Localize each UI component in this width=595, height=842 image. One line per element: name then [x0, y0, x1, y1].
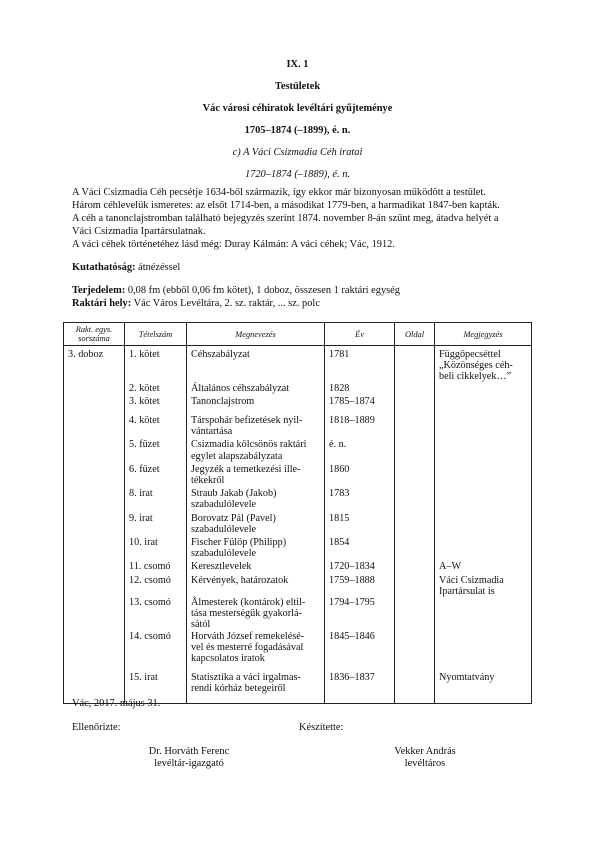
cell-title-line: Ålmesterek (kontárok) eltil-	[191, 597, 306, 609]
location-value: Vác Város Levéltára, 2. sz. raktár, ... sz. polc	[131, 298, 320, 309]
cell-title-line: szabadulólevele	[191, 548, 257, 560]
cell-item: 6. füzet	[125, 464, 187, 488]
col-header-page: Oldal	[395, 323, 435, 346]
cell-note	[435, 513, 532, 537]
cell-title-line: egylet alapszabályzata	[191, 450, 283, 462]
cell-note-line: Függőpecséttel	[439, 349, 501, 360]
cell-note	[435, 597, 532, 631]
collection-dates: 1705–1874 (–1899), é. n.	[244, 125, 351, 136]
preparer-name: Vekker András	[394, 746, 456, 757]
cell-title-line: Társpohár befizetések nyil-	[191, 415, 303, 427]
cell-title	[187, 537, 325, 561]
cell-title-line: vántartása	[191, 426, 233, 438]
cell-unit	[64, 396, 125, 415]
cell-item: 1. kötet	[125, 346, 187, 383]
cell-unit	[64, 631, 125, 673]
access-label: Kutathatóság:	[72, 262, 136, 273]
cell-title-line: Tanonclajstrom	[191, 395, 255, 407]
cell-note-line: Váci Csizmadia	[439, 574, 504, 586]
description-line: Váci Csizmadia Ipartársulatnak.	[72, 226, 206, 237]
table-header-row	[64, 323, 532, 346]
cell-note	[435, 672, 532, 703]
cell-title-line: szabadulólevele	[191, 499, 257, 511]
inventory-table	[63, 322, 532, 704]
cell-unit	[64, 383, 125, 396]
cell-year: 1828	[325, 383, 395, 396]
cell-year: 1783	[325, 488, 395, 512]
cell-note-line: „Közönséges céh-	[439, 360, 513, 372]
col-header-note: Megjegyzés	[435, 323, 532, 346]
cell-note-line: Ipartársulat is	[439, 585, 495, 597]
cell-page	[395, 346, 435, 383]
subfonds-title: c) A Váci Csizmadia Céh iratai	[232, 147, 363, 158]
cell-note	[435, 346, 532, 383]
cell-item: 15. irat	[125, 672, 187, 703]
cell-item: 8. irat	[125, 488, 187, 512]
cell-title-line: Céhszabályzat	[191, 349, 250, 360]
cell-title	[187, 513, 325, 537]
cell-title	[187, 464, 325, 488]
checker-name: Dr. Horváth Ferenc	[148, 746, 230, 757]
cell-title	[187, 575, 325, 597]
cell-title-line: Csizmadia kölcsönös raktári	[191, 439, 307, 451]
location-label: Raktári hely:	[72, 298, 132, 309]
cell-title-line: Jegyzék a temetkezési ille-	[191, 463, 301, 475]
cell-title-line: kapcsolatos iratok	[191, 653, 265, 665]
table-row	[64, 383, 532, 396]
cell-title-line: sától	[191, 619, 211, 631]
cell-title-line: Horváth József remekelésé-	[191, 630, 305, 642]
signing-date: Vác, 2017. május 31.	[72, 698, 161, 709]
cell-title-line: Borovatz Pál (Pavel)	[191, 512, 276, 524]
cell-note	[435, 561, 532, 574]
cell-title	[187, 415, 325, 439]
cell-item: 14. csomó	[125, 631, 187, 673]
cell-note	[435, 396, 532, 415]
category-title: Testületek	[274, 81, 321, 92]
cell-title-line: Általános céhszabályzat	[191, 382, 290, 394]
cell-note	[435, 383, 532, 396]
cell-unit: 3. doboz	[64, 346, 125, 383]
cell-item: 12. csomó	[125, 575, 187, 597]
cell-page	[395, 575, 435, 597]
access-value: átnézéssel	[135, 262, 181, 273]
cell-year: 1720–1834	[325, 561, 395, 574]
cell-title	[187, 631, 325, 673]
cell-page	[395, 561, 435, 574]
checked-by-label: Ellenőrizte:	[72, 722, 121, 733]
cell-note	[435, 575, 532, 597]
col-header-title: Megnevezés	[187, 323, 325, 346]
cell-year: 1759–1888	[325, 575, 395, 597]
cell-title-line: Keresztlevelek	[191, 561, 252, 573]
cell-note	[435, 631, 532, 673]
cell-note-line: Nyomtatvány	[439, 672, 495, 684]
cell-title-line: tása mesterségük gyakorlá-	[191, 608, 302, 620]
description-line: A Váci Csizmadia Céh pecsétje 1634-ből származik, így ekkor már bizonyosan működött a testület.	[72, 187, 486, 198]
cell-title-line: Straub Jakab (Jakob)	[191, 488, 277, 500]
cell-title-line: szabadulólevele	[191, 523, 257, 535]
cell-item: 11. csomó	[125, 561, 187, 574]
cell-year: 1836–1837	[325, 672, 395, 703]
access-line	[72, 262, 532, 274]
cell-year: 1781	[325, 346, 395, 383]
col-header-unit: Rakt. egys. sorszáma	[64, 323, 125, 346]
col-header-year: Év	[325, 323, 395, 346]
cell-page	[395, 537, 435, 561]
table-row	[64, 346, 532, 383]
prepared-by-label: Készítette:	[299, 722, 344, 733]
cell-title	[187, 597, 325, 631]
cell-item: 3. kötet	[125, 396, 187, 415]
cell-note	[435, 537, 532, 561]
cell-title	[187, 346, 325, 383]
cell-unit	[64, 537, 125, 561]
cell-year: 1785–1874	[325, 396, 395, 415]
cell-page	[395, 672, 435, 703]
subfonds-dates: 1720–1874 (–1889), é. n.	[244, 169, 351, 180]
cell-title-line: rendi kórház betegeiről	[191, 683, 286, 695]
cell-item: 2. kötet	[125, 383, 187, 396]
table-row	[64, 537, 532, 561]
cell-year: 1815	[325, 513, 395, 537]
cell-page	[395, 464, 435, 488]
cell-item: 13. csomó	[125, 597, 187, 631]
cell-unit	[64, 561, 125, 574]
cell-unit	[64, 415, 125, 439]
cell-page	[395, 597, 435, 631]
extent-value: 0,08 fm (ebből 0,06 fm kötet), 1 doboz, összesen 1 raktári egység	[125, 285, 400, 296]
cell-item: 9. irat	[125, 513, 187, 537]
cell-unit	[64, 464, 125, 488]
table-row	[64, 464, 532, 488]
cell-note	[435, 415, 532, 439]
description-line: A céh a tanonclajstromban található bejegyzés szerint 1874. november 8-án szűnt meg, átadva helyét a	[72, 213, 499, 224]
table-row	[64, 396, 532, 415]
collection-title: Vác városi céhiratok levéltári gyűjteménye	[202, 103, 393, 114]
cell-page	[395, 488, 435, 512]
cell-title-line: tékekről	[191, 475, 225, 487]
cell-note	[435, 464, 532, 488]
extent-line	[72, 285, 532, 297]
col-header-item: Tételszám	[125, 323, 187, 346]
table-row	[64, 631, 532, 673]
cell-title-line: Fischer Fülöp (Philipp)	[191, 537, 287, 549]
table-row	[64, 488, 532, 512]
description-line: A váci céhek történetéhez lásd még: Duray Kálmán: A váci céhek; Vác, 1912.	[72, 239, 395, 250]
table-body	[64, 346, 532, 704]
cell-page	[395, 415, 435, 439]
preparer-title: levéltáros	[404, 758, 446, 769]
cell-year: 1854	[325, 537, 395, 561]
table-row	[64, 575, 532, 597]
cell-title	[187, 561, 325, 574]
table-row	[64, 513, 532, 537]
cell-item: 5. füzet	[125, 439, 187, 463]
location-line	[72, 298, 532, 310]
cell-title	[187, 488, 325, 512]
cell-page	[395, 383, 435, 396]
cell-note-line: beli cikkelyek…”	[439, 371, 512, 383]
cell-unit	[64, 439, 125, 463]
cell-year: 1860	[325, 464, 395, 488]
cell-item: 4. kötet	[125, 415, 187, 439]
cell-unit	[64, 488, 125, 512]
cell-note	[435, 439, 532, 463]
cell-year: é. n.	[325, 439, 395, 463]
cell-title	[187, 396, 325, 415]
cell-unit	[64, 575, 125, 597]
cell-year: 1794–1795	[325, 597, 395, 631]
cell-year: 1818–1889	[325, 415, 395, 439]
cell-page	[395, 439, 435, 463]
cell-year: 1845–1846	[325, 631, 395, 673]
cell-title	[187, 672, 325, 703]
cell-note-line: A–W	[439, 561, 462, 573]
description-line: Három céhlevelük ismeretes: az elsőt 1714-ben, a másodikat 1779-ben, a harmadikat 1847-ben kapták.	[72, 200, 500, 211]
cell-item: 10. irat	[125, 537, 187, 561]
cell-page	[395, 396, 435, 415]
cell-note	[435, 488, 532, 512]
table-row	[64, 597, 532, 631]
cell-title	[187, 439, 325, 463]
extent-label: Terjedelem:	[72, 285, 126, 296]
table-row	[64, 561, 532, 574]
cell-page	[395, 631, 435, 673]
cell-unit	[64, 513, 125, 537]
cell-title-line: Kérvények, határozatok	[191, 574, 289, 586]
cell-title-line: vel és mesterré fogadásával	[191, 641, 304, 653]
cell-page	[395, 513, 435, 537]
cell-unit	[64, 597, 125, 631]
section-number: IX. 1	[286, 59, 309, 70]
checker-title: levéltár-igazgató	[154, 758, 224, 769]
cell-title	[187, 383, 325, 396]
table-row	[64, 415, 532, 439]
cell-title-line: Statisztika a váci irgalmas-	[191, 672, 301, 684]
table-row	[64, 439, 532, 463]
